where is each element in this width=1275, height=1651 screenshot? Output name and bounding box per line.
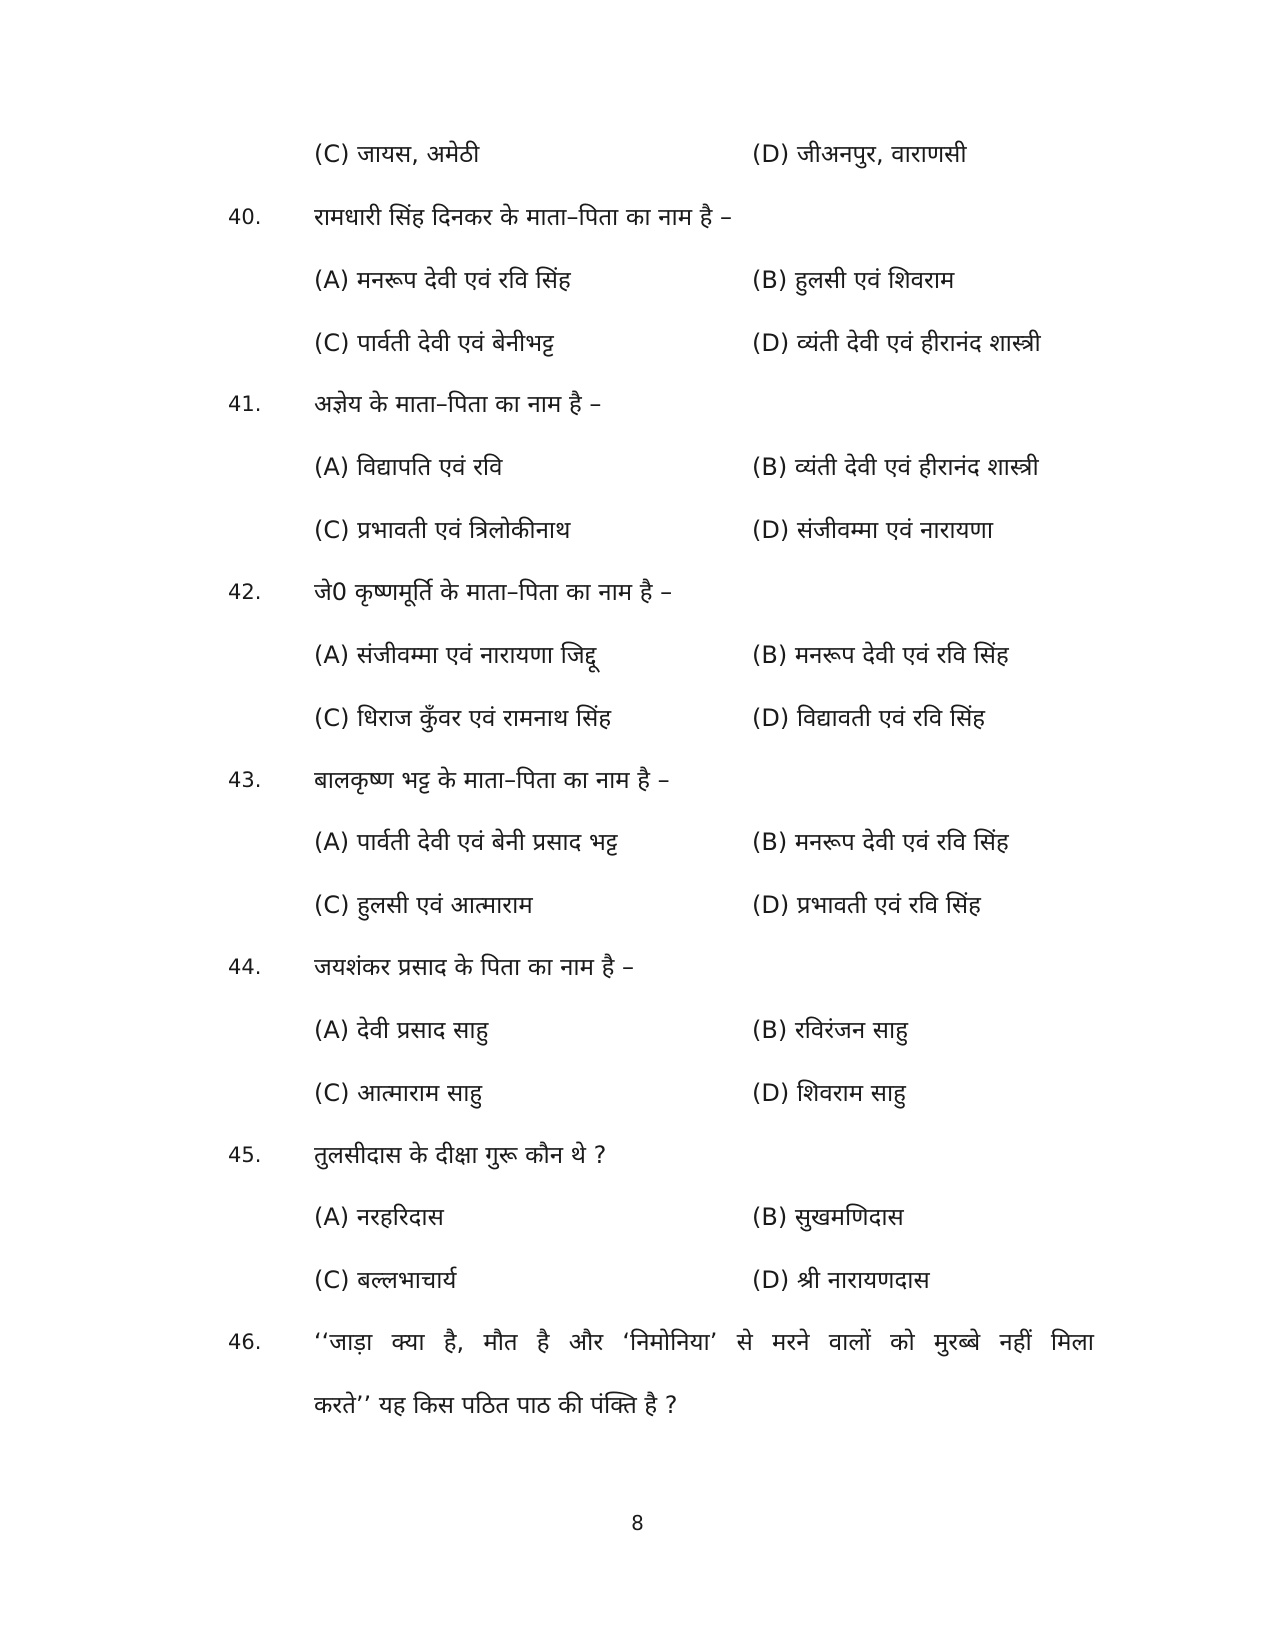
option-b: (B) मनरूप देवी एवं रवि सिंह — [752, 641, 1009, 669]
option-c: (C) पार्वती देवी एवं बेनीभट्ट — [314, 329, 554, 357]
option-d: (D) प्रभावती एवं रवि सिंह — [752, 891, 981, 919]
option-a: (A) विद्यापति एवं रवि — [314, 453, 503, 481]
option-b: (B) हुलसी एवं शिवराम — [752, 266, 955, 294]
question-number: 44. — [228, 955, 262, 979]
option-a: (A) पार्वती देवी एवं बेनी प्रसाद भट्ट — [314, 828, 618, 856]
option-d: (D) श्री नारायणदास — [752, 1266, 930, 1294]
question-number: 45. — [228, 1143, 262, 1167]
option-d: (D) संजीवम्मा एवं नारायणा — [752, 516, 994, 544]
option-c: (C) जायस, अमेठी — [314, 140, 480, 168]
option-c: (C) प्रभावती एवं त्रिलोकीनाथ — [314, 516, 571, 544]
question-number: 43. — [228, 768, 262, 792]
option-c: (C) बल्लभाचार्य — [314, 1266, 457, 1294]
question-text: अज्ञेय के माता–पिता का नाम है – — [314, 390, 602, 418]
option-c: (C) आत्माराम साहु — [314, 1079, 483, 1107]
option-c: (C) धिराज कुँवर एवं रामनाथ सिंह — [314, 704, 612, 732]
option-d: (D) जीअनपुर, वाराणसी — [752, 140, 967, 168]
option-d: (D) विद्यावती एवं रवि सिंह — [752, 704, 986, 732]
question-text-line-1: ‘‘जाड़ा क्या है, मौत है और ‘निमोनिया’ से मरने वालों को मुरब्बे नहीं मिला — [314, 1328, 1094, 1356]
question-text: बालकृष्ण भट्ट के माता–पिता का नाम है – — [314, 766, 670, 794]
option-a: (A) मनरूप देवी एवं रवि सिंह — [314, 266, 571, 294]
option-b: (B) सुखमणिदास — [752, 1203, 904, 1231]
page-number: 8 — [631, 1511, 644, 1535]
option-c: (C) हुलसी एवं आत्माराम — [314, 891, 533, 919]
option-a: (A) नरहरिदास — [314, 1203, 444, 1231]
question-text: जयशंकर प्रसाद के पिता का नाम है – — [314, 953, 634, 981]
question-text: रामधारी सिंह दिनकर के माता–पिता का नाम है – — [314, 203, 733, 231]
option-a: (A) देवी प्रसाद साहु — [314, 1016, 489, 1044]
question-text: तुलसीदास के दीक्षा गुरू कौन थे ? — [314, 1141, 607, 1169]
question-number: 42. — [228, 580, 262, 604]
question-text: जे0 कृष्णमूर्ति के माता–पिता का नाम है – — [314, 578, 673, 606]
option-d: (D) शिवराम साहु — [752, 1079, 906, 1107]
option-b: (B) व्यंती देवी एवं हीरानंद शास्त्री — [752, 453, 1039, 481]
option-b: (B) मनरूप देवी एवं रवि सिंह — [752, 828, 1009, 856]
question-number: 46. — [228, 1330, 262, 1354]
question-number: 41. — [228, 392, 262, 416]
option-b: (B) रविरंजन साहु — [752, 1016, 908, 1044]
option-a: (A) संजीवम्मा एवं नारायणा जिद्दू — [314, 641, 597, 669]
question-text-line-2: करते’’ यह किस पठित पाठ की पंक्ति है ? — [314, 1391, 678, 1419]
option-d: (D) व्यंती देवी एवं हीरानंद शास्त्री — [752, 329, 1041, 357]
question-number: 40. — [228, 205, 262, 229]
